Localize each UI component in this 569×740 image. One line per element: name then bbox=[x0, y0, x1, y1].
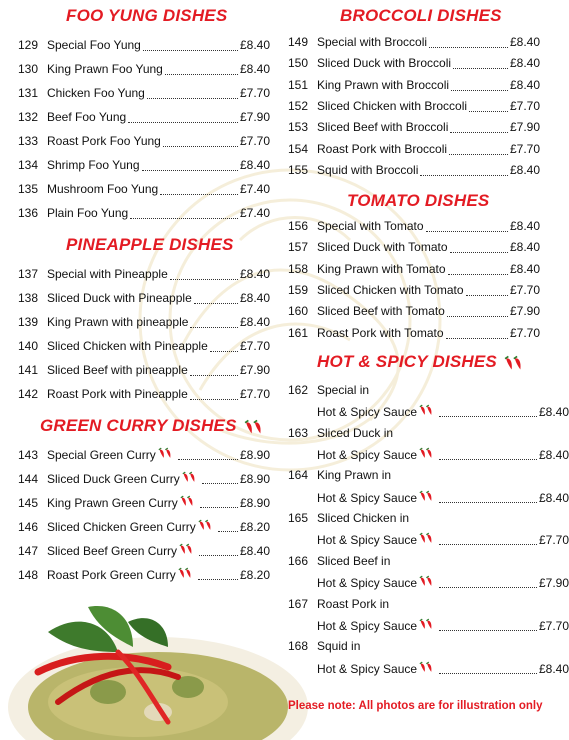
dot-leader bbox=[190, 327, 238, 328]
menu-item bbox=[288, 511, 540, 527]
pineapple-title: PINEAPPLE DISHES bbox=[66, 235, 234, 254]
menu-item bbox=[18, 447, 270, 463]
item-price: £8.40 bbox=[509, 219, 540, 233]
item-price: £7.70 bbox=[509, 141, 540, 156]
item-price: £8.40 bbox=[538, 405, 569, 420]
item-price: £7.70 bbox=[509, 282, 540, 297]
chilli-icon bbox=[179, 543, 197, 555]
menu-item bbox=[18, 62, 270, 78]
item-name: Shrimp Foo Yung bbox=[47, 158, 140, 172]
item-number: 131 bbox=[18, 86, 39, 100]
item-price: £8.40 bbox=[239, 38, 270, 52]
item-price: £8.40 bbox=[239, 267, 270, 281]
dot-leader bbox=[439, 459, 537, 460]
item-name: Hot & Spicy Sauce bbox=[317, 576, 418, 591]
item-number: 165 bbox=[288, 511, 309, 526]
item-number: 161 bbox=[288, 325, 309, 340]
item-name: Hot & Spicy Sauce bbox=[317, 618, 418, 633]
item-price: £7.90 bbox=[538, 576, 569, 591]
item-name: Sliced Chicken Green Curry bbox=[47, 520, 196, 534]
item-number: 133 bbox=[18, 134, 39, 148]
item-number: 160 bbox=[288, 304, 309, 319]
menu-item bbox=[288, 468, 540, 484]
item-price: £7.70 bbox=[239, 134, 270, 148]
item-price: £7.90 bbox=[509, 304, 540, 319]
item-name: Sliced Duck with Broccoli bbox=[317, 56, 452, 71]
item-number: 142 bbox=[18, 387, 39, 401]
item-name: Sliced Beef Green Curry bbox=[47, 544, 178, 558]
item-name: King Prawn with pineapple bbox=[47, 315, 189, 329]
item-name: Roast Pork with Tomato bbox=[317, 325, 444, 340]
item-name: Plain Foo Yung bbox=[47, 206, 129, 220]
item-price: £8.40 bbox=[239, 291, 270, 305]
hot-spicy-title bbox=[317, 352, 528, 372]
item-name: Squid with Broccoli bbox=[317, 162, 419, 177]
dot-leader bbox=[143, 50, 238, 51]
item-price: £8.40 bbox=[239, 62, 270, 76]
item-number: 138 bbox=[18, 291, 39, 305]
chilli-icon bbox=[158, 447, 176, 459]
item-price: £7.90 bbox=[509, 120, 540, 135]
item-name: Mushroom Foo Yung bbox=[47, 182, 159, 196]
item-price: £7.70 bbox=[538, 533, 569, 548]
item-name: Sliced Beef with Broccoli bbox=[317, 120, 449, 135]
item-price: £7.40 bbox=[239, 206, 270, 220]
item-name: Roast Pork Green Curry bbox=[47, 568, 176, 582]
item-number: 166 bbox=[288, 553, 309, 568]
item-name: Sliced Duck with Pineapple bbox=[47, 291, 192, 305]
menu-item bbox=[18, 339, 270, 355]
item-name: Chicken Foo Yung bbox=[47, 86, 145, 100]
menu-item bbox=[288, 554, 540, 570]
chilli-icon bbox=[178, 567, 196, 579]
chilli-icon bbox=[419, 532, 437, 544]
menu-item bbox=[288, 56, 540, 72]
item-price: £8.40 bbox=[239, 315, 270, 329]
item-name: King Prawn with Broccoli bbox=[317, 77, 450, 92]
dot-leader bbox=[429, 47, 508, 48]
dot-leader bbox=[448, 274, 508, 275]
item-name: Sliced Duck in bbox=[317, 425, 394, 440]
photo-disclaimer: Please note: All photos are for illustration only bbox=[288, 700, 543, 712]
menu-item bbox=[288, 240, 540, 256]
item-name: Hot & Spicy Sauce bbox=[317, 405, 418, 420]
item-number: 144 bbox=[18, 472, 39, 486]
item-number: 155 bbox=[288, 162, 309, 177]
item-name: Sliced Beef with Tomato bbox=[317, 304, 445, 319]
dot-leader bbox=[439, 502, 537, 503]
item-number: 168 bbox=[288, 639, 309, 654]
item-price: £7.70 bbox=[239, 339, 270, 353]
green-curry-photo bbox=[18, 592, 270, 735]
dot-leader bbox=[199, 555, 238, 556]
item-name: Roast Pork with Broccoli bbox=[317, 141, 448, 156]
item-number: 158 bbox=[288, 261, 309, 276]
menu-item bbox=[288, 304, 540, 320]
menu-item bbox=[18, 182, 270, 198]
item-number: 154 bbox=[288, 141, 309, 156]
item-number: 147 bbox=[18, 544, 39, 558]
item-number: 143 bbox=[18, 448, 39, 462]
dot-leader bbox=[450, 132, 508, 133]
menu-item bbox=[18, 110, 270, 126]
item-name: Special with Pineapple bbox=[47, 267, 168, 281]
menu-item bbox=[18, 38, 270, 54]
item-price: £7.70 bbox=[538, 618, 569, 633]
dot-leader bbox=[142, 170, 238, 171]
item-price: £8.40 bbox=[509, 261, 540, 276]
chilli-icon bbox=[180, 495, 198, 507]
item-name: Sliced Chicken with Pineapple bbox=[47, 339, 208, 353]
item-number: 159 bbox=[288, 282, 309, 297]
menu-item bbox=[288, 326, 540, 342]
hot-spicy-title-text: HOT & SPICY DISHES bbox=[317, 352, 497, 371]
chilli-icon bbox=[419, 490, 437, 502]
menu-item bbox=[18, 134, 270, 150]
item-number: 141 bbox=[18, 363, 39, 377]
item-name: King Prawn with Tomato bbox=[317, 261, 446, 276]
menu-item bbox=[18, 86, 270, 102]
dot-leader bbox=[453, 68, 508, 69]
item-number: 151 bbox=[288, 77, 309, 92]
menu-item bbox=[288, 120, 540, 136]
item-name: Special Green Curry bbox=[47, 448, 156, 462]
dot-leader bbox=[469, 111, 508, 112]
dot-leader bbox=[160, 194, 238, 195]
menu-item bbox=[18, 206, 270, 222]
item-price: £7.90 bbox=[239, 363, 270, 377]
dot-leader bbox=[210, 351, 238, 352]
menu-item bbox=[288, 35, 540, 51]
item-name: Hot & Spicy Sauce bbox=[317, 661, 418, 676]
menu-item bbox=[18, 363, 270, 379]
item-name: Sliced Beef in bbox=[317, 553, 391, 568]
item-name: Hot & Spicy Sauce bbox=[317, 448, 418, 462]
dot-leader bbox=[446, 338, 508, 339]
item-name: King Prawn in bbox=[317, 468, 392, 483]
item-name: Sliced Chicken with Tomato bbox=[317, 282, 464, 297]
item-number: 130 bbox=[18, 62, 39, 76]
item-number: 163 bbox=[288, 425, 309, 440]
menu-item bbox=[288, 78, 540, 94]
menu-item-sauce-line bbox=[288, 447, 569, 463]
foo-yung-title: FOO YUNG DISHES bbox=[66, 6, 228, 25]
item-number: 134 bbox=[18, 158, 39, 172]
menu-item bbox=[18, 495, 270, 511]
chilli-icon bbox=[419, 618, 437, 630]
item-price: £8.90 bbox=[239, 496, 270, 510]
item-price: £8.40 bbox=[509, 77, 540, 92]
item-number: 167 bbox=[288, 596, 309, 611]
menu-item bbox=[288, 219, 540, 235]
dot-leader bbox=[190, 399, 238, 400]
menu-item bbox=[288, 262, 540, 278]
chilli-icon bbox=[182, 471, 200, 483]
green-curry-title bbox=[40, 416, 268, 436]
item-price: £7.90 bbox=[239, 110, 270, 124]
menu-item bbox=[18, 291, 270, 307]
chilli-icon bbox=[419, 447, 437, 459]
dot-leader bbox=[439, 630, 537, 631]
item-number: 140 bbox=[18, 339, 39, 353]
item-name: Sliced Duck Green Curry bbox=[47, 472, 180, 486]
dot-leader bbox=[130, 218, 238, 219]
item-name: Roast Pork Foo Yung bbox=[47, 134, 161, 148]
item-price: £8.40 bbox=[538, 661, 569, 676]
item-price: £8.40 bbox=[538, 490, 569, 505]
menu-item-sauce-line bbox=[288, 618, 569, 634]
menu-item bbox=[18, 158, 270, 174]
item-number: 129 bbox=[18, 38, 39, 52]
broccoli-title: BROCCOLI DISHES bbox=[340, 6, 502, 25]
dot-leader bbox=[218, 531, 238, 532]
dot-leader bbox=[200, 507, 238, 508]
dot-leader bbox=[439, 673, 537, 674]
dot-leader bbox=[190, 375, 238, 376]
item-price: £8.40 bbox=[509, 35, 540, 49]
menu-item-sauce-line bbox=[288, 575, 569, 591]
menu-item bbox=[288, 283, 540, 299]
item-price: £8.40 bbox=[538, 448, 569, 462]
item-price: £8.40 bbox=[509, 240, 540, 255]
menu-item-sauce-line bbox=[288, 532, 569, 548]
item-number: 136 bbox=[18, 206, 39, 220]
item-name: Hot & Spicy Sauce bbox=[317, 490, 418, 505]
chilli-icon bbox=[198, 519, 216, 531]
item-number: 135 bbox=[18, 182, 39, 196]
item-number: 149 bbox=[288, 35, 309, 49]
item-name: Beef Foo Yung bbox=[47, 110, 127, 124]
menu-item bbox=[288, 99, 540, 115]
menu-item bbox=[288, 426, 540, 442]
item-number: 132 bbox=[18, 110, 39, 124]
item-price: £8.40 bbox=[239, 158, 270, 172]
item-name: Special Foo Yung bbox=[47, 38, 141, 52]
item-number: 164 bbox=[288, 468, 309, 483]
item-price: £8.40 bbox=[509, 162, 540, 177]
item-name: King Prawn Foo Yung bbox=[47, 62, 163, 76]
menu-item bbox=[288, 163, 540, 179]
dot-leader bbox=[178, 459, 238, 460]
dot-leader bbox=[439, 587, 537, 588]
item-number: 156 bbox=[288, 219, 309, 233]
item-number: 137 bbox=[18, 267, 39, 281]
menu-item bbox=[288, 383, 540, 399]
item-name: Sliced Chicken in bbox=[317, 511, 410, 526]
menu-item bbox=[18, 471, 270, 487]
item-name: Roast Pork with Pineapple bbox=[47, 387, 188, 401]
item-price: £7.70 bbox=[509, 98, 540, 113]
item-number: 162 bbox=[288, 383, 309, 397]
menu-item bbox=[288, 639, 540, 655]
menu-item bbox=[18, 387, 270, 403]
item-number: 148 bbox=[18, 568, 39, 582]
item-name: Special with Tomato bbox=[317, 219, 424, 233]
item-number: 157 bbox=[288, 240, 309, 255]
item-price: £8.90 bbox=[239, 448, 270, 462]
item-number: 145 bbox=[18, 496, 39, 510]
dot-leader bbox=[198, 579, 238, 580]
menu-item bbox=[288, 597, 540, 613]
menu-item-sauce-line bbox=[288, 404, 569, 420]
item-number: 153 bbox=[288, 120, 309, 135]
dot-leader bbox=[439, 416, 537, 417]
tomato-title: TOMATO DISHES bbox=[347, 191, 490, 210]
dot-leader bbox=[447, 316, 508, 317]
item-name: Roast Pork in bbox=[317, 596, 390, 611]
chilli-icon bbox=[504, 355, 528, 371]
dot-leader bbox=[147, 98, 238, 99]
dot-leader bbox=[426, 231, 508, 232]
chilli-icon bbox=[244, 419, 268, 435]
menu-item-sauce-line bbox=[288, 490, 569, 506]
item-number: 146 bbox=[18, 520, 39, 534]
item-name: Sliced Beef with pineapple bbox=[47, 363, 188, 377]
item-number: 150 bbox=[288, 56, 309, 71]
dot-leader bbox=[202, 483, 238, 484]
dot-leader bbox=[194, 303, 238, 304]
item-price: £8.20 bbox=[239, 520, 270, 534]
item-price: £8.40 bbox=[239, 544, 270, 558]
dot-leader bbox=[450, 252, 508, 253]
dot-leader bbox=[128, 122, 238, 123]
item-number: 152 bbox=[288, 98, 309, 113]
menu-item bbox=[18, 519, 270, 535]
item-name: Hot & Spicy Sauce bbox=[317, 533, 418, 548]
dot-leader bbox=[170, 279, 238, 280]
menu-item bbox=[18, 543, 270, 559]
menu-item bbox=[18, 567, 270, 583]
dot-leader bbox=[439, 544, 537, 545]
dot-leader bbox=[451, 90, 508, 91]
chilli-icon bbox=[419, 661, 437, 673]
green-curry-title-text: GREEN CURRY DISHES bbox=[40, 416, 237, 435]
item-price: £7.70 bbox=[239, 86, 270, 100]
dot-leader bbox=[163, 146, 238, 147]
item-price: £7.70 bbox=[509, 325, 540, 340]
item-name: Special in bbox=[317, 383, 370, 397]
dot-leader bbox=[165, 74, 238, 75]
item-price: £7.40 bbox=[239, 182, 270, 196]
item-name: Special with Broccoli bbox=[317, 35, 428, 49]
menu-item bbox=[18, 315, 270, 331]
chilli-icon bbox=[419, 404, 437, 416]
item-price: £8.20 bbox=[239, 568, 270, 582]
dot-leader bbox=[466, 295, 508, 296]
item-price: £8.40 bbox=[509, 56, 540, 71]
menu-item bbox=[288, 142, 540, 158]
menu-item-sauce-line bbox=[288, 661, 569, 677]
dot-leader bbox=[420, 175, 508, 176]
item-price: £7.70 bbox=[239, 387, 270, 401]
dot-leader bbox=[449, 154, 508, 155]
item-name: King Prawn Green Curry bbox=[47, 496, 178, 510]
item-name: Sliced Chicken with Broccoli bbox=[317, 98, 468, 113]
item-price: £8.90 bbox=[239, 472, 270, 486]
item-name: Squid in bbox=[317, 639, 361, 654]
chilli-icon bbox=[419, 575, 437, 587]
menu-item bbox=[18, 267, 270, 283]
item-number: 139 bbox=[18, 315, 39, 329]
item-name: Sliced Duck with Tomato bbox=[317, 240, 448, 255]
